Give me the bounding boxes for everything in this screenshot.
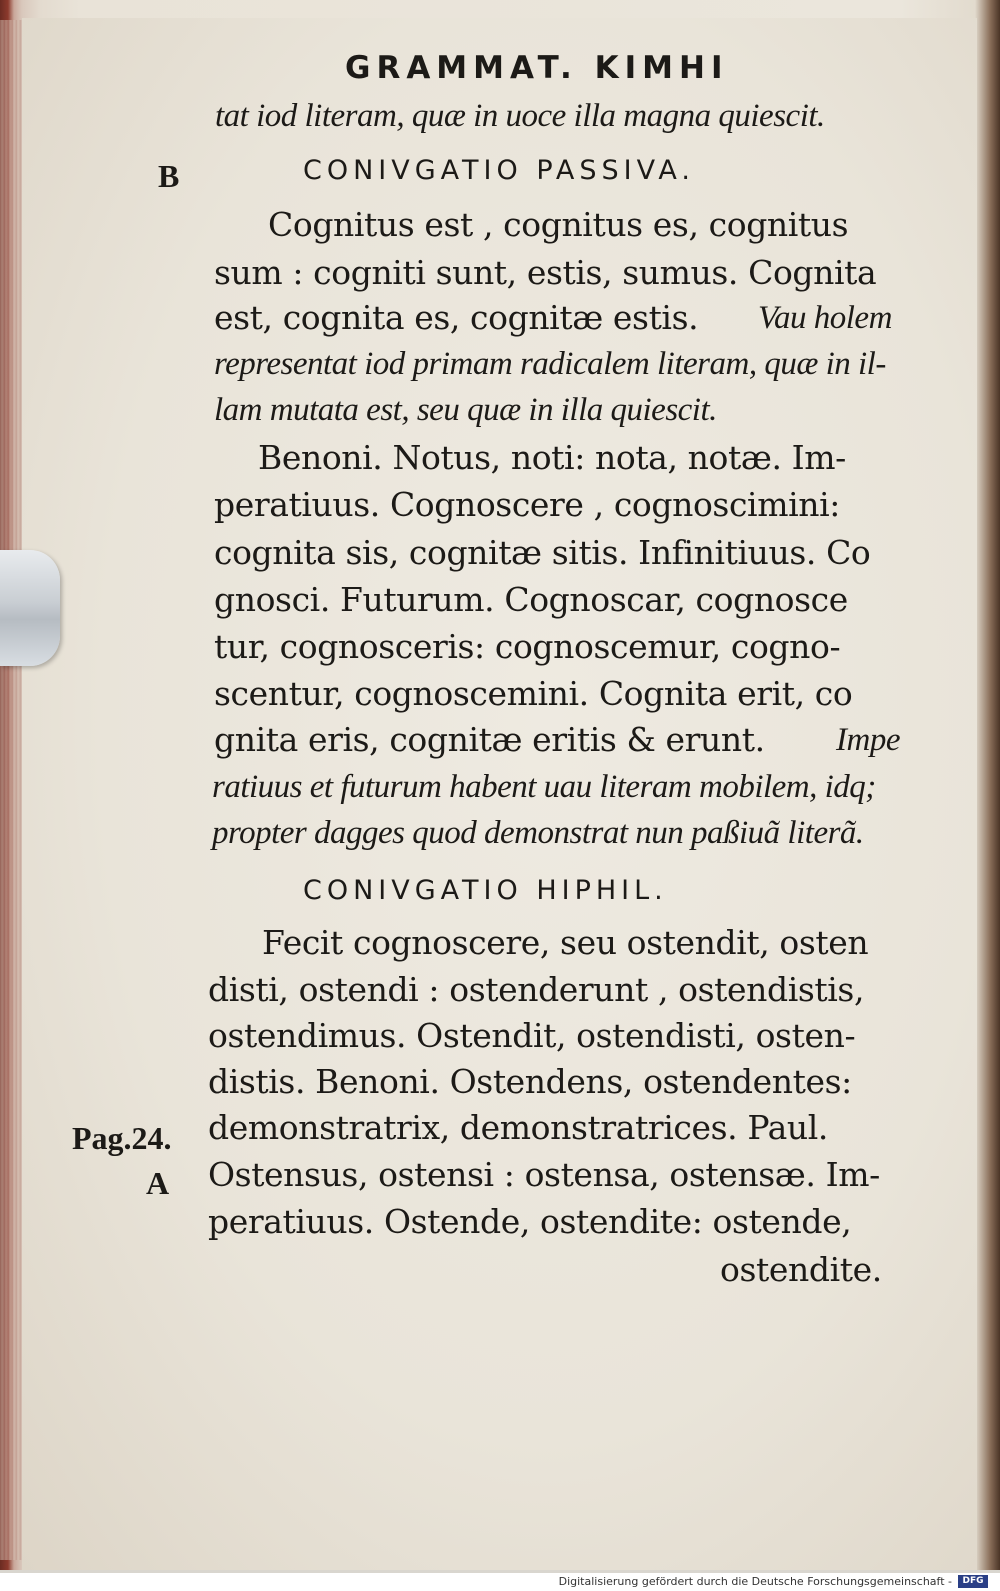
section-heading-hiphil: CONIVGATIO HIPHIL.	[303, 875, 668, 906]
running-head: GRAMMAT. KIMHI	[345, 50, 729, 86]
text-line: est, cognita es, cognitæ estis.	[214, 298, 699, 337]
section-heading-passiva: CONIVGATIO PASSIVA.	[303, 155, 695, 186]
text-line: scentur, cognoscemini. Cognita erit, co	[214, 674, 853, 713]
text-line: disti, ostendi : ostenderunt , ostendistis,	[208, 970, 865, 1009]
text-line: tur, cognosceris: cognoscemur, cogno-	[214, 627, 841, 666]
text-line: lam mutata est, seu quæ in illa quiescit.	[214, 392, 717, 428]
text-line: gnita eris, cognitæ eritis & erunt.	[214, 720, 765, 759]
text-line: representat iod primam radicalem literam, quæ in il-	[214, 346, 886, 382]
text-line: Ostensus, ostensi : ostensa, ostensæ. Im-	[208, 1155, 880, 1194]
text-line: demonstratrix, demonstratrices. Paul.	[208, 1108, 829, 1147]
catchword: ostendite.	[720, 1250, 882, 1289]
text-line-italic: Impe	[836, 722, 900, 758]
page-clip	[0, 550, 60, 666]
dfg-logo-icon: DFG	[958, 1575, 988, 1588]
text-line: sum : cogniti sunt, estis, sumus. Cognita	[214, 253, 877, 292]
text-line: distis. Benoni. Ostendens, ostendentes:	[208, 1062, 852, 1101]
text-line-italic: Vau holem	[758, 300, 892, 336]
text-line: peratiuus. Cognoscere , cognoscimini:	[214, 485, 840, 524]
page-edges	[0, 20, 24, 1560]
footer-credit: Digitalisierung gefördert durch die Deutsche Forschungsgemeinschaft -	[558, 1575, 952, 1588]
text-line: ratiuus et futurum habent uau literam mobilem, idq;	[212, 769, 876, 805]
text-line: ostendimus. Ostendit, ostendisti, osten-	[208, 1016, 856, 1055]
text-line: Benoni. Notus, noti: nota, notæ. Im-	[258, 438, 846, 477]
text-line: tat iod literam, quæ in uoce illa magna quiescit.	[215, 98, 825, 134]
text-line: cognita sis, cognitæ sitis. Infinitiuus. Co	[214, 533, 871, 572]
margin-page-ref: Pag.24.	[72, 1120, 172, 1156]
margin-letter-b: B	[158, 158, 180, 194]
text-line: peratiuus. Ostende, ostendite: ostende,	[208, 1202, 852, 1241]
text-line: Fecit cognoscere, seu ostendit, osten	[262, 923, 869, 962]
text-line: Cognitus est , cognitus es, cognitus	[268, 205, 849, 244]
margin-letter-a: A	[146, 1165, 170, 1201]
text-line: propter dagges quod demonstrat nun paßiuã literã.	[212, 815, 864, 851]
text-line: gnosci. Futurum. Cognoscar, cognosce	[214, 580, 848, 619]
